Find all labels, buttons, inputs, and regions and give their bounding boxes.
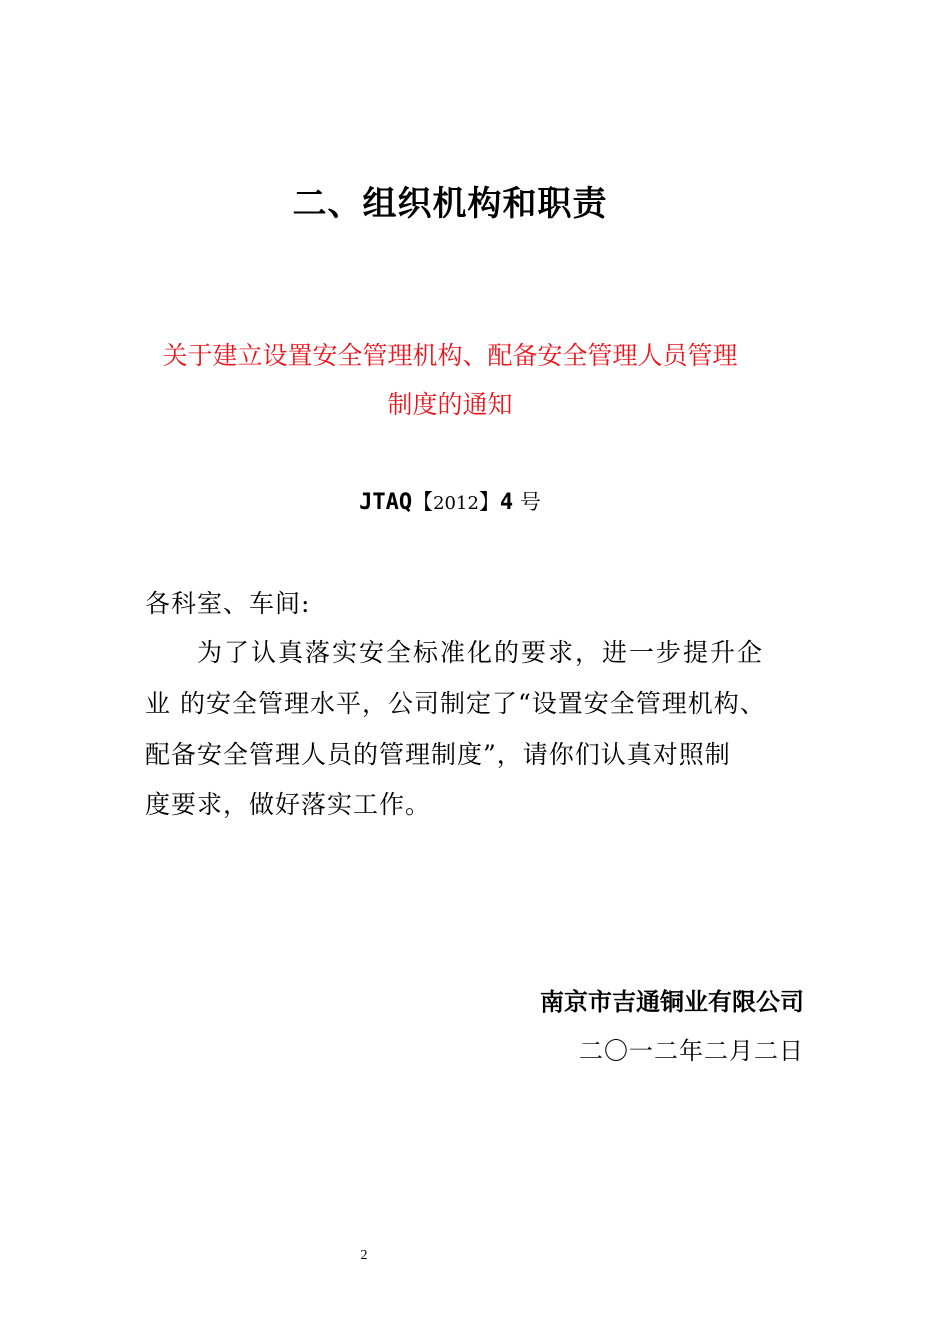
page-number: 2 xyxy=(360,1248,368,1263)
body-line-2: 业 的安全管理水平，公司制定了“设置安全管理机构、 xyxy=(145,689,766,718)
doc-number-year: 2012 xyxy=(433,493,479,514)
doc-number-prefix: JTAQ xyxy=(359,490,413,515)
doc-number-bracket-open: 【 xyxy=(412,490,434,514)
salutation: 各科室、车间: xyxy=(145,589,311,618)
notice-title-line-2: 制度的通知 xyxy=(387,390,513,419)
doc-number-value: 4 xyxy=(499,490,514,515)
body-line-1: 为了认真落实安全标准化的要求，进一步提升企 xyxy=(197,638,765,667)
body-line-3: 配备安全管理人员的管理制度”，请你们认真对照制 xyxy=(145,740,731,769)
body-line-4: 度要求，做好落实工作。 xyxy=(145,790,432,819)
signature-date: 二〇一二年二月二日 xyxy=(579,1037,804,1065)
signature-company: 南京市吉通铜业有限公司 xyxy=(540,988,804,1016)
document-number xyxy=(0,486,900,516)
notice-title-line-1: 关于建立设置安全管理机构、配备安全管理人员管理 xyxy=(162,341,738,370)
doc-number-suffix: 号 xyxy=(519,490,541,514)
doc-number-bracket-close: 】 xyxy=(478,490,500,514)
section-title: 二、组织机构和职责 xyxy=(292,184,608,224)
